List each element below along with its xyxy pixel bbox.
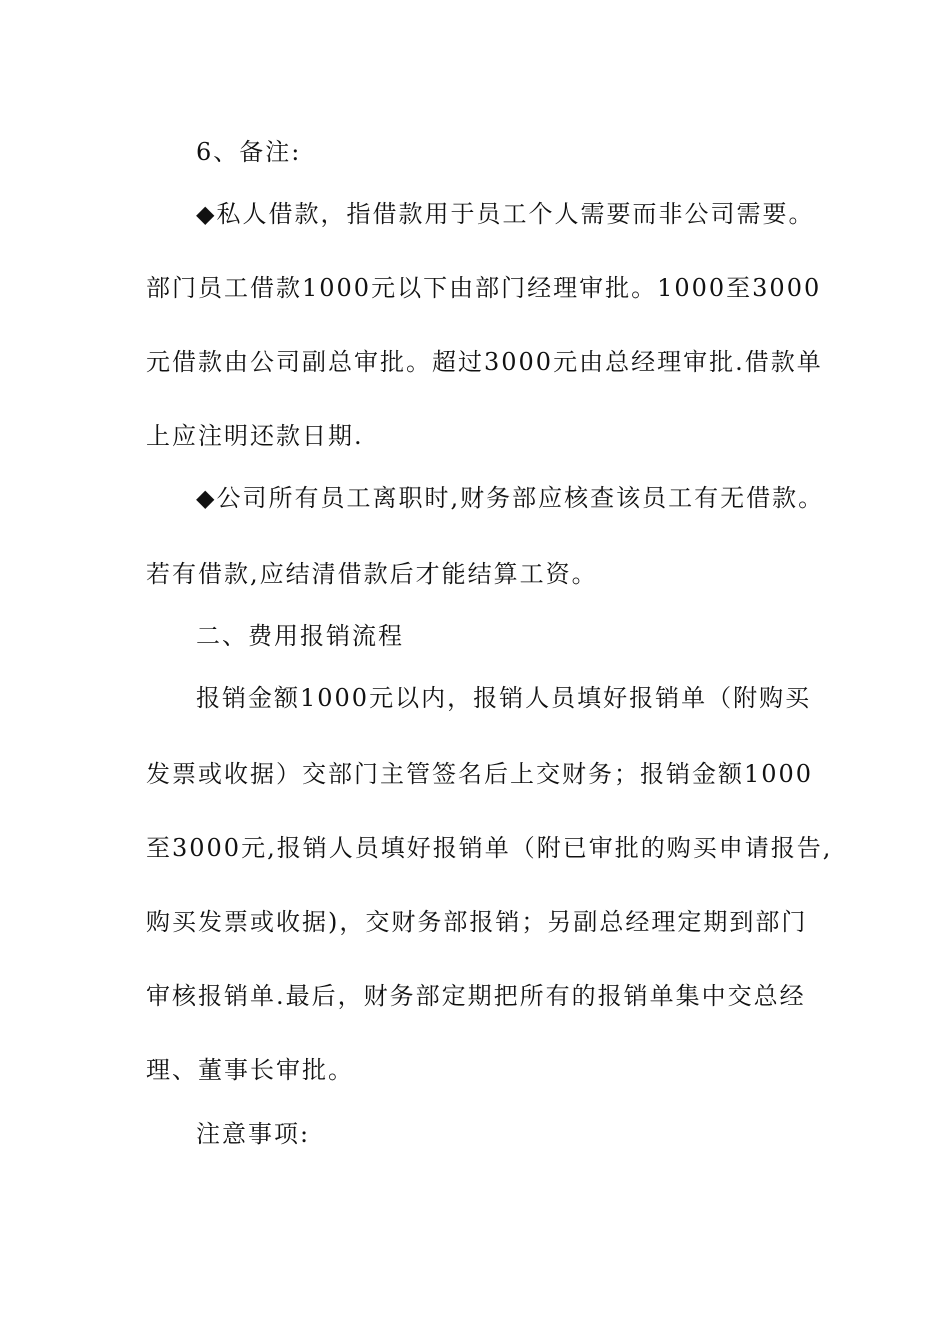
paragraph-line: 至3000元,报销人员填好报销单（附已审批的购买申请报告,	[146, 834, 833, 862]
section-heading-precautions: 注意事项:	[196, 1120, 311, 1148]
paragraph-line: 理、董事长审批。	[146, 1056, 354, 1084]
paragraph-line: 购买发票或收据)，交财务部报销；另副总经理定期到部门	[146, 908, 808, 936]
paragraph-line: 审核报销单.最后，财务部定期把所有的报销单集中交总经	[146, 982, 806, 1010]
paragraph-line: 元借款由公司副总审批。超过3000元由总经理审批.借款单	[146, 348, 823, 376]
section-heading-notes: 6、备注:	[196, 138, 302, 166]
paragraph-line: 发票或收据）交部门主管签名后上交财务；报销金额1000	[146, 760, 814, 788]
paragraph-line: 上应注明还款日期.	[146, 422, 364, 450]
paragraph-line: 部门员工借款1000元以下由部门经理审批。1000至3000	[146, 274, 822, 302]
section-heading-expense: 二、费用报销流程	[196, 622, 404, 650]
paragraph-line: ◆公司所有员工离职时,财务部应核查该员工有无借款。	[196, 484, 825, 512]
paragraph-line: 若有借款,应结清借款后才能结算工资。	[146, 560, 598, 588]
paragraph-line: ◆私人借款，指借款用于员工个人需要而非公司需要。	[196, 200, 815, 228]
paragraph-line: 报销金额1000元以内，报销人员填好报销单（附购买	[196, 684, 812, 712]
